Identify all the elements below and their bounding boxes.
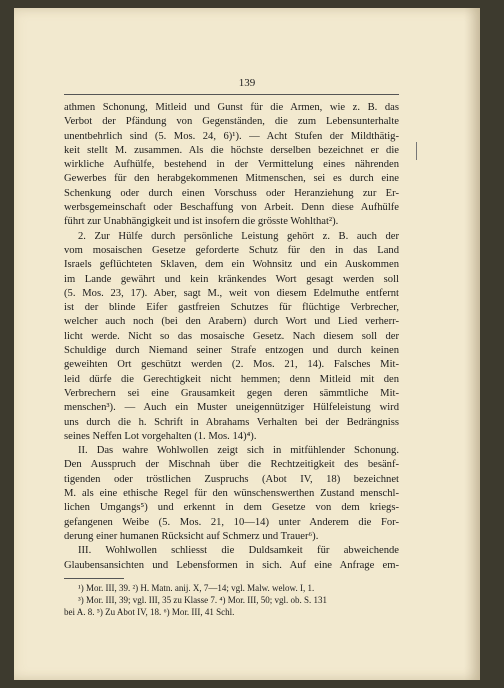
text-line: leid dürfe die Gerechtigkeit nicht hemmen; denn Mitleid mit den — [64, 373, 399, 385]
page-body — [64, 101, 399, 618]
text-line: werbsgemeinschaft oder Beschaffung von Arbeit. Denn diese Aufhülfe — [64, 202, 399, 214]
text-line: lichen Umgangs⁵) und erkennt in dem Gesetze von dem kriegs- — [64, 502, 399, 514]
text-line: wirkliche Aufhülfe, bestehend in der Vermittelung eines nährenden — [64, 159, 399, 171]
text-line: Israels geflüchteten Sklaven, dem ein Wohnsitz und ein Auskommen — [64, 259, 399, 271]
text-line: Schuldige durch Niemand seiner Strafe entzogen und durch keinen — [64, 345, 399, 357]
text-line: Verbot der Pfändung von Gegenständen, die zum Lebensunterhalte — [64, 116, 399, 128]
text-line: vom mosaischen Gesetze geforderte Schutz für den in das Land — [64, 244, 399, 256]
footnote-line: ¹) Mor. III, 39. ²) H. Matn. anij. X, 7—14; vgl. Malw. welow. I, 1. — [78, 582, 315, 593]
text-line: athmen Schonung, Mitleid und Gunst für die Armen, wie z. B. das — [64, 102, 399, 113]
text-line: tigenden oder tröstlichen Zuspruchs (Abot IV, 18) bezeichnet — [64, 473, 399, 485]
text-line: gefangenen Weibe (5. Mos. 21, 10—14) unter Anderem die For- — [64, 516, 399, 528]
text-line: geweihten Ort geschützt werden (2. Mos. 21, 14). Falsches Mit- — [64, 359, 399, 371]
text-line: seines Neffen Lot vorgehalten (1. Mos. 14)⁴). — [64, 430, 257, 442]
text-line: 2. Zur Hülfe durch persönliche Leistung gehört z. B. auch der — [78, 230, 399, 242]
margin-pencil-mark — [416, 142, 417, 160]
text-line: licht werde. Nicht so das mosaische Gesetz. Nach diesem soll der — [64, 330, 399, 342]
text-line: welcher auch noch (bei den Arabern) durch Wort und Lied verherr- — [64, 316, 399, 328]
text-line: Glaubensansichten und Lebensformen in sich. Auf eine Anfrage em- — [64, 559, 399, 571]
text-line: unentbehrlich sind (5. Mos. 24, 6)¹). — Acht Stufen der Mildthätig- — [64, 130, 399, 142]
text-line: ist der blinde Eifer gastfreien Schutzes für flüchtige Verbrecher, — [64, 302, 399, 314]
text-line: II. Das wahre Wohlwollen zeigt sich in mitfühlender Schonung. — [78, 445, 399, 457]
footnote-line: bei A. 8. ⁵) Zu Abot IV, 18. ⁶) Mor. III, 41 Schl. — [64, 606, 235, 617]
text-line: M. als eine ethische Regel für den wünschenswerthen Zustand menschl- — [64, 488, 399, 500]
header-rule — [64, 94, 399, 95]
page-number: 139 — [238, 77, 256, 89]
text-line: III. Wohlwollen schliesst die Duldsamkeit für abweichende — [78, 545, 399, 557]
text-line: (5. Mos. 23, 17). Aber, sagt M., weit von diesem Edelmuthe entfernt — [64, 287, 399, 299]
text-line: führt zur Unabhängigkeit und ist insofern die grösste Wohlthat²). — [64, 216, 339, 228]
footnote-rule — [64, 578, 124, 579]
text-line: uns durch die h. Schrift in Abrahams Verhalten bei der Bedrängniss — [64, 416, 399, 428]
text-line: derung einer humanen Rücksicht auf Schmerz und Trauer⁶). — [64, 530, 319, 542]
text-line: keit stellt M. zusammen. Als die höchste derselben bezeichnet er die — [64, 144, 399, 156]
text-line: Den Ausspruch der Mischnah über die Rechtzeitigkeit des besänf- — [64, 459, 399, 471]
footnote-line: ³) Mor. III, 39; vgl. III, 35 zu Klasse 7. ⁴) Mor. III, 50; vgl. ob. S. 131 — [78, 594, 328, 605]
text-line: menschen³). — Auch ein Muster uneigennütziger Hülfeleistung wird — [64, 402, 399, 414]
book-page — [14, 8, 480, 680]
page-edge-shadow — [464, 8, 480, 680]
text-line: Schenkung oder durch einen Vorschuss oder Heranziehung zur Er- — [64, 187, 399, 199]
text-line: Gewerbes für den herabgekommenen Mitmenschen, sei es durch eine — [64, 173, 399, 185]
text-line: Verbrechern sei eine Grausamkeit gegen deren sämmtliche Mit- — [64, 387, 399, 399]
text-line: im Lande gewährt und kein kränkendes Wort gesagt werden soll — [64, 273, 399, 285]
